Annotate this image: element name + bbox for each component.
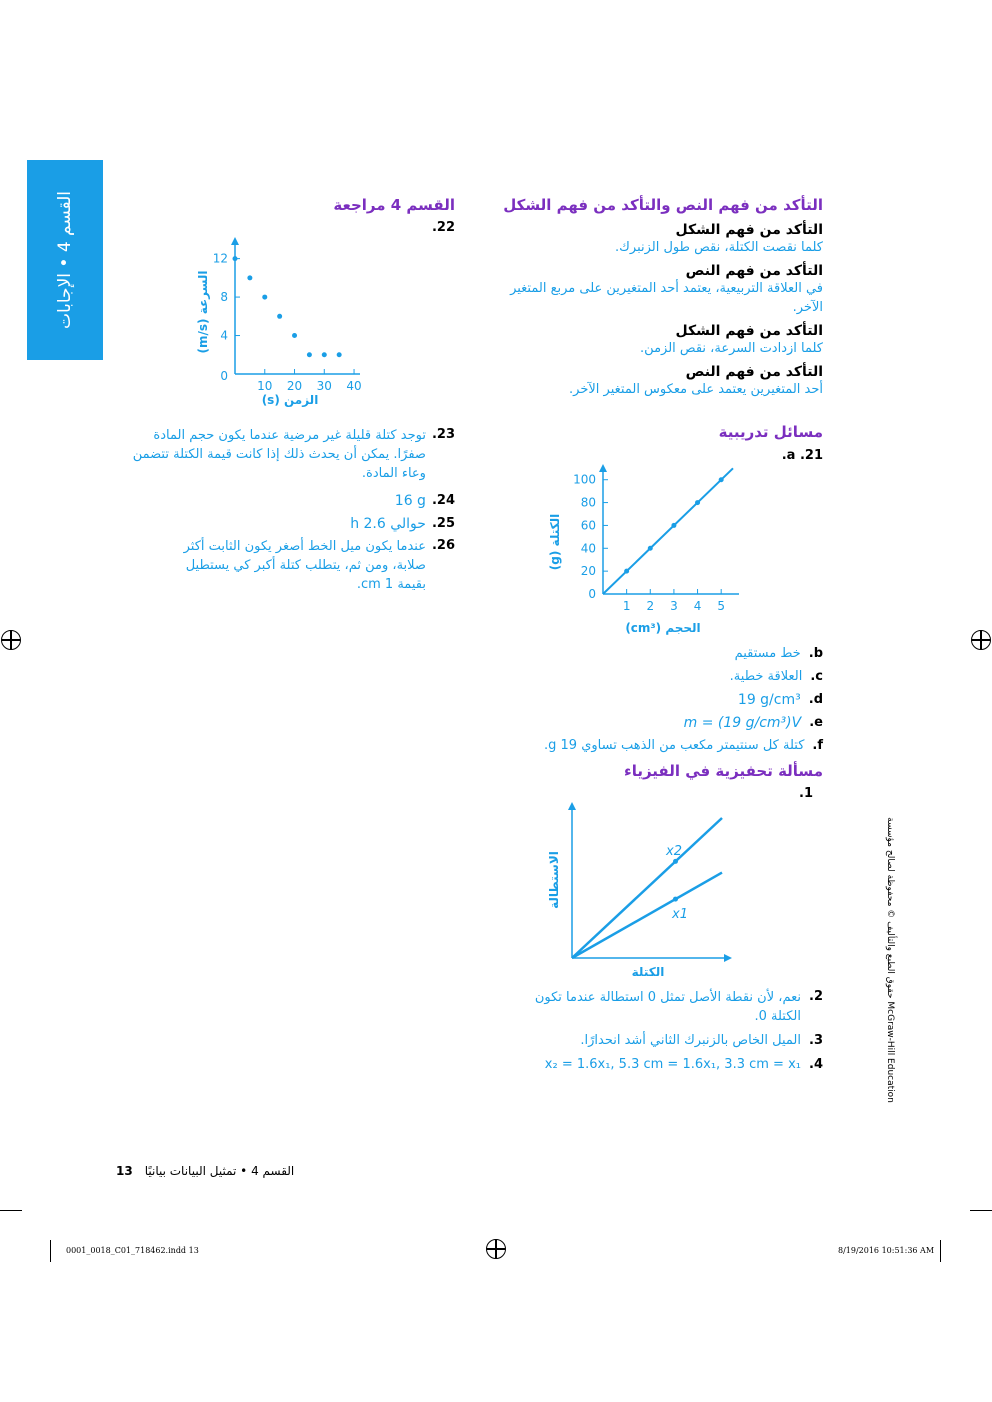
chart-21 <box>545 462 745 642</box>
chart-22-ylabel: السرعة (m/s) <box>196 270 210 354</box>
left-answers <box>130 426 455 594</box>
right-column-title: التأكد من فهم النص والتأكد من فهم الشكل <box>503 196 823 214</box>
answer-row <box>130 426 455 483</box>
chart-21-ytick-label: 80 <box>580 495 596 510</box>
answer-row <box>480 988 823 1028</box>
chart-1-lines <box>572 818 722 958</box>
chart-22-point <box>233 256 238 261</box>
slug-date: 8/19/2016 10:51:36 AM <box>838 1246 935 1255</box>
chart-1-xlabel: الكتلة <box>631 965 665 979</box>
check-block <box>480 323 823 358</box>
answer-label: 24. <box>431 493 455 508</box>
check-block <box>480 222 823 257</box>
answer-text: نعم، لأن نقطة الأصل تمثل 0 استطالة عندما تكون الكتلة 0. <box>534 990 801 1024</box>
q21-label: 21. a. <box>781 448 823 463</box>
chart-22 <box>185 232 375 410</box>
answer-label: 25. <box>431 516 455 531</box>
answer-text: الميل الخاص بالزنبرك الثاني أشد انحدارًا. <box>580 1032 801 1048</box>
answer-row <box>480 1028 823 1052</box>
answer-row <box>480 1052 823 1076</box>
copyright-vertical <box>880 810 900 1110</box>
chart-22-ytick-label: 12 <box>212 251 228 266</box>
answer-row <box>480 688 823 711</box>
chart-1-y-arrow <box>568 802 576 810</box>
copyright-text: حقوق الطبع والتأليف © محفوظة لصالح مؤسسة McGraw-Hill Education <box>885 817 895 1103</box>
answer-label: 3. <box>809 1032 823 1048</box>
answer-row <box>130 537 455 594</box>
answer-text: توجد كتلة قليلة غير مرضية عندما يكون حجم المادة صفرًا. يمكن أن يحدث ذلك إذا كانت قيمة الكتلة تتضمن وعاء المادة. <box>132 428 426 481</box>
answer-text: عندما يكون ميل الخط أصغر يكون الثابت أكثر صلابة، ومن ثم، يتطلب كتلة أكبر كي يستطيل بقيمة 1 cm. <box>183 539 426 592</box>
crop-mark <box>0 1210 22 1211</box>
chart-22-ytick-label: 8 <box>220 290 228 305</box>
chart-21-ytick-label: 20 <box>580 564 596 579</box>
section-review-title: القسم 4 مراجعة <box>333 196 455 214</box>
answer-text: خط مستقيم <box>734 646 801 661</box>
chart-22-point <box>292 333 297 338</box>
chart-21-ytick-label: 60 <box>580 518 596 533</box>
registration-mark-icon <box>486 1239 506 1259</box>
chart-1-x2-point <box>673 859 678 864</box>
chart-22-ytick-label: 4 <box>220 328 228 343</box>
side-tab-label: القسم 4 • الإجابات <box>55 190 75 330</box>
chart-21-ylabel: الكتلة (g) <box>548 513 562 571</box>
chart-1-line-x1 <box>572 873 722 958</box>
chart-22-points <box>233 256 342 357</box>
chart-21-xtick-labels <box>623 599 725 613</box>
chart-21-xtick-label: 3 <box>670 599 678 613</box>
chart-21-point <box>671 523 676 528</box>
answer-text: 19 g/cm³ <box>737 691 801 708</box>
answer-label: 23. <box>431 427 455 442</box>
section-side-tab <box>27 160 103 360</box>
crop-mark <box>50 1240 51 1262</box>
footer-text: القسم 4 • تمثيل البيانات بيانيًا <box>144 1164 295 1178</box>
chart-22-xtick-label: 30 <box>316 379 332 393</box>
check-text: كلما نقصت الكتلة، نقص طول الزنبرك. <box>615 240 823 255</box>
chart-1-ylabel: الاستطالة <box>547 851 561 909</box>
chart-21-xlabel: الحجم (cm³) <box>625 621 701 635</box>
page-footer <box>116 1164 316 1178</box>
answer-row <box>480 711 823 734</box>
chart-21-xtick-label: 2 <box>646 599 655 613</box>
answer-text: حوالي 2.6 h <box>350 515 426 532</box>
answer-row <box>480 642 823 665</box>
chart-1-x-arrow <box>724 954 732 962</box>
answer-row <box>480 665 823 688</box>
answer-label: 4. <box>809 1056 823 1072</box>
final-answers <box>480 988 823 1076</box>
chart-21-series-line <box>603 468 733 594</box>
chart-1-x2-label: x2 <box>666 844 682 859</box>
check-heading: التأكد من فهم النص <box>685 364 823 380</box>
check-blocks <box>480 222 823 405</box>
chart-22-point <box>307 352 312 357</box>
chart-21-point <box>719 477 724 482</box>
chart-22-point <box>322 352 327 357</box>
chart-21-point <box>695 500 700 505</box>
chart-21-ytick-label: 0 <box>588 587 596 601</box>
answer-text: x₂ = 1.6x₁, 5.3 cm = 1.6x₁, 3.3 cm = x₁ <box>544 1056 801 1072</box>
chart-1-x1-label: x1 <box>672 907 688 922</box>
check-heading: التأكد من فهم النص <box>685 263 823 279</box>
challenge-title: مسألة تحفيزية في الفيزياء <box>624 762 823 780</box>
q22-label: 22. <box>431 220 455 235</box>
check-text: كلما ازدادت السرعة، نقص الزمن. <box>640 341 823 356</box>
chart-22-point <box>337 352 342 357</box>
crop-mark <box>970 1210 992 1211</box>
answer-text: كتلة كل سنتيمتر مكعب من الذهب تساوي 19 g. <box>543 738 805 753</box>
answer-label: 2. <box>809 989 823 1004</box>
answer-row <box>480 734 823 757</box>
check-heading: التأكد من فهم الشكل <box>675 222 823 238</box>
answer-label: f. <box>812 738 823 753</box>
page-number: 13 <box>116 1164 133 1178</box>
chart-1 <box>540 800 740 985</box>
answer-text: 16 g <box>394 492 426 509</box>
check-text: أحد المتغيرين يعتمد على معكوس المتغير الآخر. <box>569 382 823 397</box>
check-text: في العلاقة التربيعية، يعتمد أحد المتغيرين على مربع المتغير الآخر. <box>510 281 823 315</box>
chart-22-y-arrow <box>231 237 239 245</box>
chart-22-xlabel: الزمن (s) <box>261 393 319 407</box>
check-block <box>480 364 823 399</box>
chart-22-point <box>262 295 267 300</box>
answer-label: c. <box>810 669 823 684</box>
practice-problems-title: مسائل تدريبية <box>718 423 823 441</box>
chart-21-ytick-labels <box>573 473 596 601</box>
answer-row <box>130 512 455 535</box>
crop-mark <box>940 1240 941 1262</box>
chart-22-ytick-label: 0 <box>220 369 228 383</box>
chart-22-xtick-label: 20 <box>286 379 303 393</box>
chart-22-ytick-labels <box>213 252 228 383</box>
chart-21-point <box>624 569 629 574</box>
registration-mark-icon <box>1 630 21 650</box>
answer-text: m = (19 g/cm³)V <box>683 714 802 731</box>
chart-21-ytick-label: 40 <box>580 541 596 556</box>
chart-21-xtick-label: 5 <box>717 599 726 613</box>
answer-row <box>130 489 455 512</box>
chart-22-xtick-label: 10 <box>257 379 273 393</box>
chart-21-xtick-label: 1 <box>622 599 631 613</box>
check-heading: التأكد من فهم الشكل <box>675 323 823 339</box>
q21-answers <box>480 642 823 757</box>
chart-1-x1-point <box>673 897 678 902</box>
chart-21-point <box>648 546 653 551</box>
chart-22-point <box>277 314 282 319</box>
registration-mark-icon <box>971 630 991 650</box>
chart-22-point <box>247 275 252 280</box>
q1-label: 1. <box>799 786 813 801</box>
chart-21-line <box>603 468 733 594</box>
chart-21-xtick-label: 4 <box>693 599 702 613</box>
answer-label: b. <box>808 646 823 661</box>
chart-22-xtick-labels <box>257 379 362 393</box>
chart-1-line-x2 <box>572 818 722 958</box>
chart-21-y-arrow <box>599 464 607 472</box>
answer-text: العلاقة خطية. <box>729 669 803 684</box>
answer-label: d. <box>808 692 823 707</box>
chart-21-ytick-label: 100 <box>573 472 596 487</box>
check-block <box>480 263 823 317</box>
answer-label: 26. <box>431 538 455 553</box>
answer-label: e. <box>809 715 823 730</box>
slug-file: 0001_0018_C01_718462.indd 13 <box>66 1246 199 1255</box>
chart-22-xtick-label: 40 <box>346 379 362 393</box>
